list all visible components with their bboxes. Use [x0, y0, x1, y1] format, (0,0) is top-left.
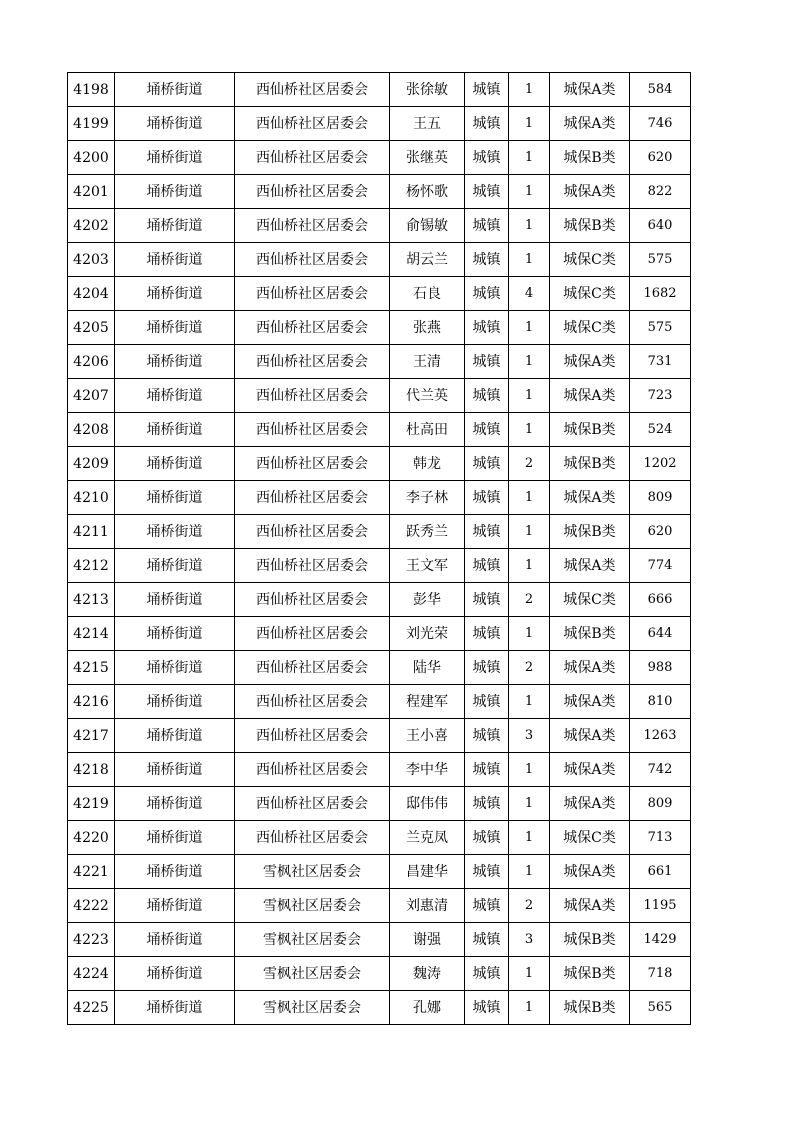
area-type-cell: 城镇: [465, 651, 509, 685]
record-number-cell: 4214: [68, 617, 115, 651]
street-office-cell: 埇桥街道: [115, 821, 235, 855]
table-row: [68, 243, 691, 277]
amount-cell: 742: [630, 753, 691, 787]
community-cell: 西仙桥社区居委会: [235, 175, 390, 209]
household-size-cell: 1: [509, 957, 550, 991]
resident-name-cell: 邸伟伟: [390, 787, 465, 821]
community-cell: 西仙桥社区居委会: [235, 379, 390, 413]
record-number-cell: 4198: [68, 73, 115, 107]
household-size-cell: 1: [509, 175, 550, 209]
household-size-cell: 1: [509, 311, 550, 345]
amount-cell: 1195: [630, 889, 691, 923]
household-size-cell: 1: [509, 73, 550, 107]
insurance-category-cell: 城保A类: [550, 175, 630, 209]
amount-cell: 666: [630, 583, 691, 617]
amount-cell: 620: [630, 141, 691, 175]
record-number-cell: 4199: [68, 107, 115, 141]
table-row: [68, 141, 691, 175]
amount-cell: 524: [630, 413, 691, 447]
area-type-cell: 城镇: [465, 413, 509, 447]
community-cell: 西仙桥社区居委会: [235, 753, 390, 787]
insurance-category-cell: 城保A类: [550, 73, 630, 107]
amount-cell: 746: [630, 107, 691, 141]
resident-name-cell: 胡云兰: [390, 243, 465, 277]
record-number-cell: 4219: [68, 787, 115, 821]
household-size-cell: 1: [509, 685, 550, 719]
table-row: [68, 209, 691, 243]
street-office-cell: 埇桥街道: [115, 243, 235, 277]
insurance-category-cell: 城保B类: [550, 923, 630, 957]
area-type-cell: 城镇: [465, 821, 509, 855]
area-type-cell: 城镇: [465, 617, 509, 651]
resident-name-cell: 石良: [390, 277, 465, 311]
records-table: [67, 72, 691, 1025]
street-office-cell: 埇桥街道: [115, 379, 235, 413]
resident-name-cell: 陆华: [390, 651, 465, 685]
insurance-category-cell: 城保B类: [550, 515, 630, 549]
table-row: [68, 413, 691, 447]
street-office-cell: 埇桥街道: [115, 277, 235, 311]
table-row: [68, 787, 691, 821]
table-row: [68, 175, 691, 209]
amount-cell: 575: [630, 243, 691, 277]
street-office-cell: 埇桥街道: [115, 209, 235, 243]
amount-cell: 620: [630, 515, 691, 549]
table-row: [68, 311, 691, 345]
table-row: [68, 515, 691, 549]
record-number-cell: 4209: [68, 447, 115, 481]
household-size-cell: 1: [509, 821, 550, 855]
community-cell: 西仙桥社区居委会: [235, 345, 390, 379]
community-cell: 西仙桥社区居委会: [235, 719, 390, 753]
community-cell: 西仙桥社区居委会: [235, 515, 390, 549]
insurance-category-cell: 城保B类: [550, 991, 630, 1025]
street-office-cell: 埇桥街道: [115, 413, 235, 447]
insurance-category-cell: 城保A类: [550, 889, 630, 923]
resident-name-cell: 王小喜: [390, 719, 465, 753]
insurance-category-cell: 城保A类: [550, 753, 630, 787]
area-type-cell: 城镇: [465, 549, 509, 583]
insurance-category-cell: 城保B类: [550, 209, 630, 243]
table-row: [68, 685, 691, 719]
record-number-cell: 4216: [68, 685, 115, 719]
street-office-cell: 埇桥街道: [115, 617, 235, 651]
community-cell: 西仙桥社区居委会: [235, 787, 390, 821]
household-size-cell: 4: [509, 277, 550, 311]
insurance-category-cell: 城保B类: [550, 141, 630, 175]
area-type-cell: 城镇: [465, 719, 509, 753]
area-type-cell: 城镇: [465, 889, 509, 923]
record-number-cell: 4210: [68, 481, 115, 515]
amount-cell: 565: [630, 991, 691, 1025]
amount-cell: 640: [630, 209, 691, 243]
table-row: [68, 617, 691, 651]
household-size-cell: 1: [509, 549, 550, 583]
amount-cell: 1202: [630, 447, 691, 481]
resident-name-cell: 杨怀歌: [390, 175, 465, 209]
insurance-category-cell: 城保C类: [550, 821, 630, 855]
community-cell: 西仙桥社区居委会: [235, 821, 390, 855]
record-number-cell: 4215: [68, 651, 115, 685]
street-office-cell: 埇桥街道: [115, 447, 235, 481]
household-size-cell: 1: [509, 141, 550, 175]
record-number-cell: 4224: [68, 957, 115, 991]
table-row: [68, 583, 691, 617]
household-size-cell: 1: [509, 413, 550, 447]
household-size-cell: 1: [509, 209, 550, 243]
street-office-cell: 埇桥街道: [115, 719, 235, 753]
record-number-cell: 4211: [68, 515, 115, 549]
household-size-cell: 3: [509, 719, 550, 753]
insurance-category-cell: 城保B类: [550, 413, 630, 447]
street-office-cell: 埇桥街道: [115, 787, 235, 821]
area-type-cell: 城镇: [465, 991, 509, 1025]
resident-name-cell: 昌建华: [390, 855, 465, 889]
record-number-cell: 4204: [68, 277, 115, 311]
community-cell: 西仙桥社区居委会: [235, 277, 390, 311]
community-cell: 西仙桥社区居委会: [235, 685, 390, 719]
insurance-category-cell: 城保A类: [550, 379, 630, 413]
household-size-cell: 1: [509, 243, 550, 277]
table-row: [68, 379, 691, 413]
record-number-cell: 4221: [68, 855, 115, 889]
area-type-cell: 城镇: [465, 583, 509, 617]
table-row: [68, 447, 691, 481]
area-type-cell: 城镇: [465, 787, 509, 821]
table-row: [68, 549, 691, 583]
record-number-cell: 4201: [68, 175, 115, 209]
area-type-cell: 城镇: [465, 515, 509, 549]
household-size-cell: 1: [509, 481, 550, 515]
street-office-cell: 埇桥街道: [115, 923, 235, 957]
area-type-cell: 城镇: [465, 209, 509, 243]
record-number-cell: 4203: [68, 243, 115, 277]
amount-cell: 810: [630, 685, 691, 719]
table-row: [68, 889, 691, 923]
community-cell: 西仙桥社区居委会: [235, 141, 390, 175]
amount-cell: 1263: [630, 719, 691, 753]
insurance-category-cell: 城保C类: [550, 243, 630, 277]
amount-cell: 575: [630, 311, 691, 345]
amount-cell: 774: [630, 549, 691, 583]
amount-cell: 713: [630, 821, 691, 855]
street-office-cell: 埇桥街道: [115, 175, 235, 209]
resident-name-cell: 张徐敏: [390, 73, 465, 107]
street-office-cell: 埇桥街道: [115, 753, 235, 787]
community-cell: 西仙桥社区居委会: [235, 583, 390, 617]
household-size-cell: 1: [509, 345, 550, 379]
resident-name-cell: 俞锡敏: [390, 209, 465, 243]
amount-cell: 718: [630, 957, 691, 991]
insurance-category-cell: 城保B类: [550, 617, 630, 651]
street-office-cell: 埇桥街道: [115, 685, 235, 719]
amount-cell: 723: [630, 379, 691, 413]
amount-cell: 731: [630, 345, 691, 379]
resident-name-cell: 张燕: [390, 311, 465, 345]
insurance-category-cell: 城保B类: [550, 957, 630, 991]
resident-name-cell: 谢强: [390, 923, 465, 957]
community-cell: 西仙桥社区居委会: [235, 311, 390, 345]
table-row: [68, 345, 691, 379]
household-size-cell: 1: [509, 107, 550, 141]
resident-name-cell: 王五: [390, 107, 465, 141]
record-number-cell: 4200: [68, 141, 115, 175]
table-row: [68, 991, 691, 1025]
record-number-cell: 4205: [68, 311, 115, 345]
area-type-cell: 城镇: [465, 481, 509, 515]
street-office-cell: 埇桥街道: [115, 957, 235, 991]
resident-name-cell: 王清: [390, 345, 465, 379]
record-number-cell: 4208: [68, 413, 115, 447]
amount-cell: 809: [630, 787, 691, 821]
community-cell: 西仙桥社区居委会: [235, 243, 390, 277]
area-type-cell: 城镇: [465, 923, 509, 957]
area-type-cell: 城镇: [465, 141, 509, 175]
resident-name-cell: 彭华: [390, 583, 465, 617]
household-size-cell: 1: [509, 617, 550, 651]
insurance-category-cell: 城保A类: [550, 787, 630, 821]
household-size-cell: 2: [509, 583, 550, 617]
resident-name-cell: 魏涛: [390, 957, 465, 991]
record-number-cell: 4218: [68, 753, 115, 787]
community-cell: 西仙桥社区居委会: [235, 549, 390, 583]
resident-name-cell: 李子林: [390, 481, 465, 515]
record-number-cell: 4225: [68, 991, 115, 1025]
table-row: [68, 957, 691, 991]
household-size-cell: 2: [509, 651, 550, 685]
resident-name-cell: 跃秀兰: [390, 515, 465, 549]
street-office-cell: 埇桥街道: [115, 73, 235, 107]
street-office-cell: 埇桥街道: [115, 481, 235, 515]
community-cell: 雪枫社区居委会: [235, 991, 390, 1025]
household-size-cell: 2: [509, 889, 550, 923]
insurance-category-cell: 城保A类: [550, 719, 630, 753]
household-size-cell: 1: [509, 515, 550, 549]
record-number-cell: 4212: [68, 549, 115, 583]
resident-name-cell: 张继英: [390, 141, 465, 175]
table-body: [68, 73, 691, 1025]
table-row: [68, 821, 691, 855]
household-size-cell: 1: [509, 991, 550, 1025]
table-row: [68, 481, 691, 515]
street-office-cell: 埇桥街道: [115, 311, 235, 345]
table-row: [68, 855, 691, 889]
amount-cell: 644: [630, 617, 691, 651]
insurance-category-cell: 城保C类: [550, 277, 630, 311]
area-type-cell: 城镇: [465, 175, 509, 209]
area-type-cell: 城镇: [465, 73, 509, 107]
insurance-category-cell: 城保A类: [550, 685, 630, 719]
community-cell: 西仙桥社区居委会: [235, 413, 390, 447]
insurance-category-cell: 城保C类: [550, 311, 630, 345]
insurance-category-cell: 城保A类: [550, 549, 630, 583]
table-row: [68, 277, 691, 311]
household-size-cell: 1: [509, 855, 550, 889]
record-number-cell: 4213: [68, 583, 115, 617]
street-office-cell: 埇桥街道: [115, 107, 235, 141]
area-type-cell: 城镇: [465, 243, 509, 277]
street-office-cell: 埇桥街道: [115, 583, 235, 617]
insurance-category-cell: 城保A类: [550, 107, 630, 141]
area-type-cell: 城镇: [465, 753, 509, 787]
area-type-cell: 城镇: [465, 957, 509, 991]
area-type-cell: 城镇: [465, 855, 509, 889]
street-office-cell: 埇桥街道: [115, 889, 235, 923]
record-number-cell: 4222: [68, 889, 115, 923]
community-cell: 雪枫社区居委会: [235, 855, 390, 889]
insurance-category-cell: 城保A类: [550, 855, 630, 889]
table-row: [68, 651, 691, 685]
amount-cell: 988: [630, 651, 691, 685]
area-type-cell: 城镇: [465, 685, 509, 719]
record-number-cell: 4223: [68, 923, 115, 957]
household-size-cell: 2: [509, 447, 550, 481]
community-cell: 雪枫社区居委会: [235, 923, 390, 957]
community-cell: 西仙桥社区居委会: [235, 481, 390, 515]
table-row: [68, 753, 691, 787]
street-office-cell: 埇桥街道: [115, 855, 235, 889]
resident-name-cell: 王文军: [390, 549, 465, 583]
community-cell: 西仙桥社区居委会: [235, 651, 390, 685]
table-row: [68, 719, 691, 753]
resident-name-cell: 兰克凤: [390, 821, 465, 855]
table-row: [68, 73, 691, 107]
community-cell: 西仙桥社区居委会: [235, 617, 390, 651]
insurance-category-cell: 城保C类: [550, 583, 630, 617]
amount-cell: 1682: [630, 277, 691, 311]
community-cell: 雪枫社区居委会: [235, 889, 390, 923]
community-cell: 西仙桥社区居委会: [235, 107, 390, 141]
street-office-cell: 埇桥街道: [115, 345, 235, 379]
resident-name-cell: 程建军: [390, 685, 465, 719]
record-number-cell: 4217: [68, 719, 115, 753]
resident-name-cell: 代兰英: [390, 379, 465, 413]
community-cell: 西仙桥社区居委会: [235, 447, 390, 481]
amount-cell: 822: [630, 175, 691, 209]
street-office-cell: 埇桥街道: [115, 515, 235, 549]
record-number-cell: 4220: [68, 821, 115, 855]
area-type-cell: 城镇: [465, 277, 509, 311]
community-cell: 雪枫社区居委会: [235, 957, 390, 991]
resident-name-cell: 刘惠清: [390, 889, 465, 923]
amount-cell: 661: [630, 855, 691, 889]
table-row: [68, 923, 691, 957]
record-number-cell: 4207: [68, 379, 115, 413]
household-size-cell: 1: [509, 787, 550, 821]
resident-name-cell: 韩龙: [390, 447, 465, 481]
street-office-cell: 埇桥街道: [115, 141, 235, 175]
resident-name-cell: 刘光荣: [390, 617, 465, 651]
household-size-cell: 3: [509, 923, 550, 957]
insurance-category-cell: 城保B类: [550, 447, 630, 481]
resident-name-cell: 孔娜: [390, 991, 465, 1025]
resident-name-cell: 杜高田: [390, 413, 465, 447]
area-type-cell: 城镇: [465, 447, 509, 481]
household-size-cell: 1: [509, 379, 550, 413]
table-row: [68, 107, 691, 141]
street-office-cell: 埇桥街道: [115, 991, 235, 1025]
insurance-category-cell: 城保A类: [550, 345, 630, 379]
insurance-category-cell: 城保A类: [550, 651, 630, 685]
area-type-cell: 城镇: [465, 379, 509, 413]
street-office-cell: 埇桥街道: [115, 549, 235, 583]
insurance-category-cell: 城保A类: [550, 481, 630, 515]
area-type-cell: 城镇: [465, 311, 509, 345]
amount-cell: 584: [630, 73, 691, 107]
record-number-cell: 4206: [68, 345, 115, 379]
street-office-cell: 埇桥街道: [115, 651, 235, 685]
community-cell: 西仙桥社区居委会: [235, 209, 390, 243]
household-size-cell: 1: [509, 753, 550, 787]
resident-name-cell: 李中华: [390, 753, 465, 787]
area-type-cell: 城镇: [465, 345, 509, 379]
record-number-cell: 4202: [68, 209, 115, 243]
amount-cell: 809: [630, 481, 691, 515]
area-type-cell: 城镇: [465, 107, 509, 141]
community-cell: 西仙桥社区居委会: [235, 73, 390, 107]
amount-cell: 1429: [630, 923, 691, 957]
